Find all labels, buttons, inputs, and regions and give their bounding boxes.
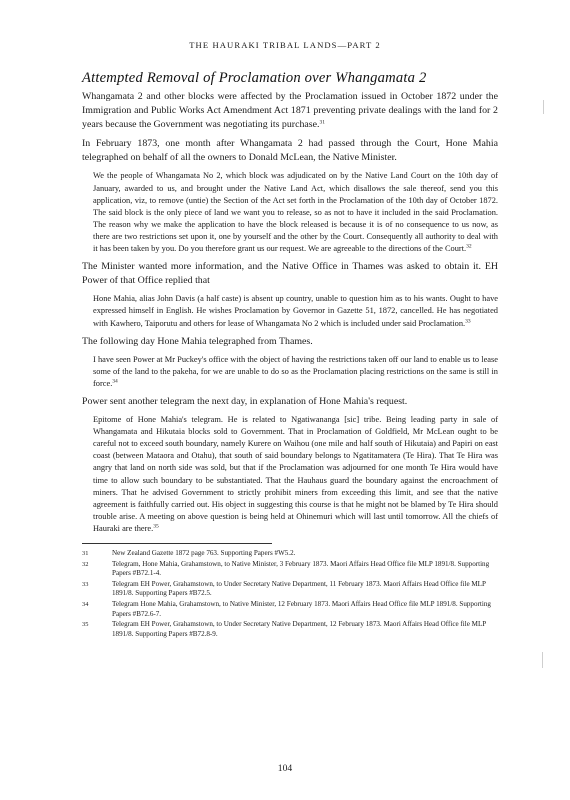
paragraph-text: The Minister wanted more information, and the Native Office in Thames was asked to obtain it. EH Power of that Office replied that <box>82 261 498 287</box>
paragraph-text: Epitome of Hone Mahia's telegram. He is related to Ngatiwananga [sic] tribe. Being leading party in sale of Whangamata and Hikutaia blocks sold to Government. That in Proclamation of Goldfield, Mr McLean ought to be careful not to exceed south boundary, namely Kurere on Waihou (one mile and half south of Hikutaia) and Papiri on east coast (between Mataora and Otahu), that south of said boundary belongs to Ngatitamatera (Te Hira). That Te Hira was angry that land on north side was sold, but that if the Proclamation was adjourned for one month Te Hira would have time to allow such boundary to be substantiated. That the Hauhaus guard the boundary against the encroachment of miners. That he advised Government to strictly prohibit miners from exceeding this limit, and see that the native agreement is faithfully carried out. His object in suggesting this course is that he might not be blamed by Te Hira should trouble arise. A meeting on above question is being held at Ohinemuri which will last until tomorrow. All the chiefs of Hauraki are there. <box>93 415 498 533</box>
block-quote <box>93 293 498 329</box>
footnote-ref[interactable]: 35 <box>153 523 159 530</box>
footnote-text: Telegram EH Power, Grahamstown, to Under Secretary Native Department, 12 February 1873. Maori Affairs Head Office file MLP 1891/8. Supporting Papers #B72.8-9. <box>112 620 486 638</box>
body-paragraph <box>82 260 498 288</box>
footnote-text: New Zealand Gazette 1872 page 763. Supporting Papers #W5.2. <box>112 549 296 557</box>
paragraph-text: I have seen Power at Mr Puckey's office with the object of having the restrictions taken off our land to enable us to lease some of the land to the pakeha, for we are unable to do so as the Proclamation placing restrictions on the same is still in force. <box>93 354 498 388</box>
footnote-text: Telegram EH Power, Grahamstown, to Under Secretary Native Department, 11 February 1873. Maori Affairs Head Office file MLP 1891/8. Supporting Papers #B72.5. <box>112 579 486 598</box>
footnote-number: 31 <box>82 550 89 557</box>
footnote-number: 35 <box>82 621 89 629</box>
paragraph-text: The following day Hone Mahia telegraphed from Thames. <box>82 335 313 347</box>
footnote-ref[interactable]: 31 <box>319 119 325 126</box>
footnote <box>82 620 498 639</box>
paragraph-text: Hone Mahia, alias John Davis (a half caste) is absent up country, unable to question him as to his wants. Ought to have expressed himself in English. He wishes Proclamation by Governor in Gazette 51, 1872, cancelled. He has negotiated with Kawhero, Taiporutu and others for lease of Whangamata No 2 which is included under said Proclamation. <box>93 294 498 328</box>
footnote-number: 34 <box>82 600 89 608</box>
footnote <box>82 600 498 619</box>
footnote-ref[interactable]: 33 <box>465 318 471 324</box>
paragraph-text: Whangamata 2 and other blocks were affected by the Proclamation issued in October 1872 under the Immigration and Public Works Act Amendment Act 1871 preventing private dealings with the land for 2 years because the Government was negotiating its purchase. <box>82 91 498 131</box>
paragraph-text: We the people of Whangamata No 2, which block was adjudicated on by the Native Land Court on the 10th day of January, awarded to us, and brought under the Native Land Act, which disallows the sale thereof, send you this application, viz, to remove (untie) the Section of the Act set forth in the Proclamation of the 10th day of October 1872. The said block is the only piece of land we want you to release, so as not to have it included in the said Proclamation. The reason why we make the application to have the block released is because it is of no consequence to us now, as there are two restrictions set upon it, one by yourself and the other by the Court. Consequently all authority to deal with it has been taken by you. Do you therefore grant us our request. We are agreeable to the directions of the Court. <box>93 171 498 254</box>
block-quote <box>93 414 498 535</box>
page-content <box>82 66 498 640</box>
footnote <box>82 580 498 599</box>
block-quote <box>93 354 498 390</box>
block-quote <box>93 170 498 255</box>
footnote <box>82 560 498 579</box>
footnote <box>82 549 498 559</box>
section-heading: Attempted Removal of Proclamation over Whangamata 2 <box>82 70 427 86</box>
body-paragraph <box>82 137 498 165</box>
footnote-text: Telegram, Hone Mahia, Grahamstown, to Native Minister, 3 February 1873. Maori Affairs Head Office file MLP 1891/8. Supporting Papers #B72.1-4. <box>112 559 490 578</box>
footnote-ref[interactable]: 32 <box>466 243 472 250</box>
margin-tick <box>542 652 543 668</box>
body-paragraph <box>82 335 498 349</box>
footnote-rule <box>82 543 272 544</box>
text-blocks <box>82 90 498 535</box>
footnote-ref[interactable]: 34 <box>112 378 118 385</box>
footnote-number: 32 <box>82 560 89 568</box>
footnote-number: 33 <box>82 580 89 588</box>
margin-tick <box>543 100 544 114</box>
footnotes <box>82 549 498 639</box>
footnote-text: Telegram Hone Mahia, Grahamstown, to Native Minister, 12 February 1873. Maori Affairs Head Office file MLP 1891/8. Supporting Papers #B72.6-7. <box>112 599 491 618</box>
paragraph-text: Power sent another telegram the next day, in explanation of Hone Mahia's request. <box>82 395 408 407</box>
page-number: 104 <box>277 763 293 774</box>
running-head: THE HAURAKI TRIBAL LANDS—PART 2 <box>189 40 381 50</box>
body-paragraph <box>82 395 498 409</box>
paragraph-text: In February 1873, one month after Whangamata 2 had passed through the Court, Hone Mahia telegraphed on behalf of all the owners to Donald McLean, the Native Minister. <box>82 138 498 164</box>
body-paragraph <box>82 90 498 132</box>
